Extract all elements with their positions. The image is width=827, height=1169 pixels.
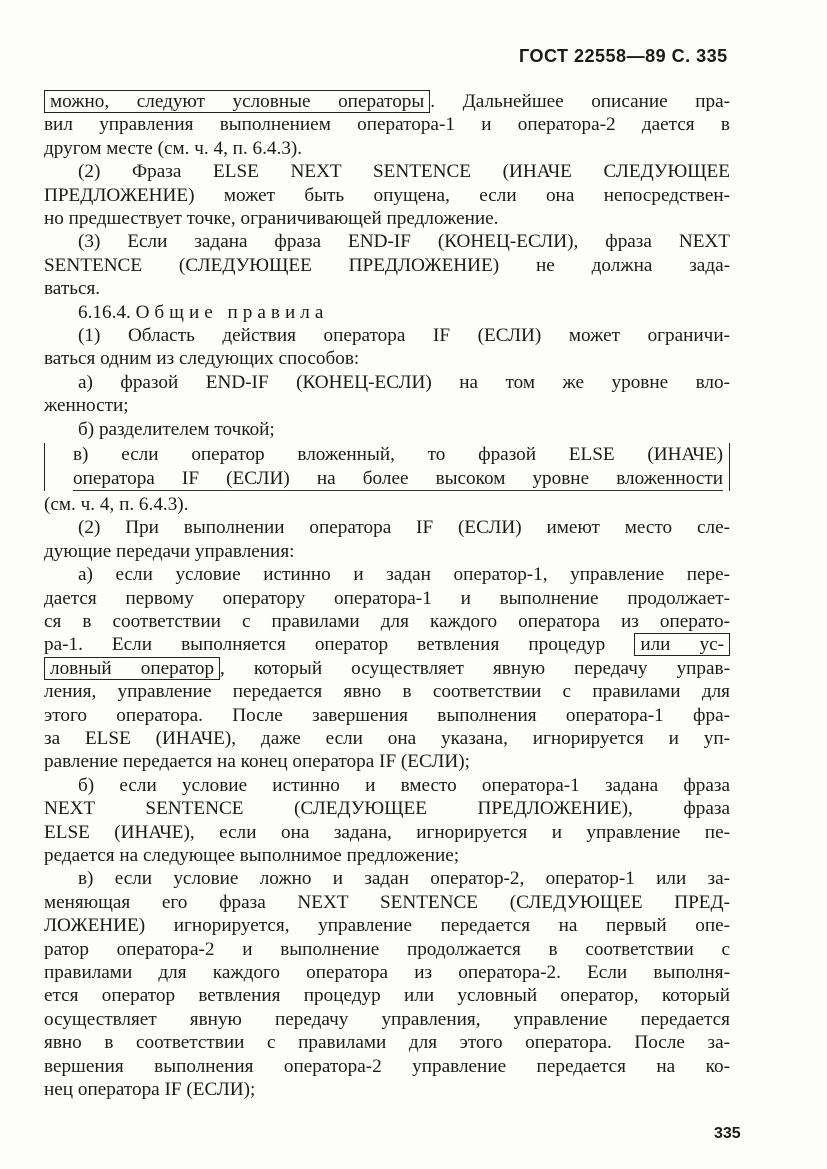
text-line: (3) Если задана фраза END-IF (КОНЕЦ-ЕСЛИ), фраза NEXT — [78, 231, 730, 253]
text-line: осуществляет явную передачу управления, управление передается — [44, 1008, 730, 1030]
text-line: женности; — [44, 395, 129, 417]
paragraph-item-a — [44, 563, 730, 774]
text-line: за ELSE (ИНАЧЕ), даже если она указана, игнорируется и уп- — [44, 727, 730, 749]
text-line — [44, 633, 730, 656]
page-header: ГОСТ 22558—89 С. 335 — [519, 46, 728, 66]
paragraph-end-if — [44, 230, 730, 300]
page-number: 335 — [714, 1125, 741, 1142]
paragraph-scope — [44, 324, 730, 441]
text-line: нец оператора IF (ЕСЛИ); — [44, 1079, 256, 1101]
text-line: другом месте (см. ч. 4, п. 6.4.3). — [44, 137, 303, 159]
boxed-text: ловный оператор — [44, 657, 220, 680]
text-line: (2) Фраза ELSE NEXT SENTENCE (ИНАЧЕ СЛЕДУЮЩЕЕ — [78, 161, 730, 183]
text-line: (см. ч. 4, п. 6.4.3). — [44, 493, 189, 515]
text-line: этого оператора. После завершения выполнения оператора-1 фра- — [44, 704, 730, 726]
boxed-text: можно, следуют условные операторы — [44, 90, 430, 113]
text-line: в) если оператор вложенный, то фразой ELSE (ИНАЧЕ) — [73, 444, 723, 466]
text-line: дается первому оператору оператора-1 и выполнение продолжает- — [44, 587, 730, 609]
text-line: NEXT SENTENCE (СЛЕДУЮЩЕЕ ПРЕДЛОЖЕНИЕ), фраза — [44, 798, 730, 820]
text-line: ЛОЖЕНИЕ) игнорируется, управление передается на первый опе- — [44, 915, 730, 937]
paragraph-item-b — [44, 774, 730, 868]
text-line: явно в соответствии с правилами для этого оператора. После за- — [44, 1032, 730, 1054]
text-line: б) если условие истинно и вместо оператора-1 задана фраза — [78, 774, 730, 796]
text-line: ELSE (ИНАЧЕ), если она задана, игнорируется и управление пе- — [44, 821, 730, 843]
text-line: оператора IF (ЕСЛИ) на более высоком уровне вложенности — [73, 467, 723, 491]
text-line: SENTENCE (СЛЕДУЮЩЕЕ ПРЕДЛОЖЕНИЕ) не должна зада- — [44, 254, 730, 276]
text-line: вершения выполнения оператора-2 управление передается на ко- — [44, 1055, 730, 1077]
text-line: а) фразой END-IF (КОНЕЦ-ЕСЛИ) на том же уровне вло- — [78, 371, 730, 393]
section-number: 6.16.4. — [78, 301, 131, 323]
text-line: ления, управление передается явно в соответствии с правилами для — [44, 681, 730, 703]
text-line: ется оператор ветвления процедур или условный оператор, который — [44, 985, 730, 1007]
text-line — [44, 657, 730, 680]
text-line: правилами для каждого оператора из оператора-2. Если выполня- — [44, 962, 730, 984]
paragraph-else-next-sentence — [44, 160, 730, 230]
text-line: ваться. — [44, 278, 101, 300]
text-segment: , который осуществляет явную передачу управ- — [220, 657, 730, 679]
paragraph-item-c — [44, 867, 730, 1101]
text-line: но предшествует точке, ограничивающей предложение. — [44, 208, 499, 230]
boxed-text: или ус- — [634, 633, 730, 656]
text-line: (2) При выполнении оператора IF (ЕСЛИ) имеют место сле- — [78, 517, 730, 539]
text-line: б) разделителем точкой; — [78, 418, 275, 440]
paragraph-reference — [44, 493, 730, 516]
text-line: ратор оператора-2 и выполнение продолжается в соответствии с — [44, 938, 730, 960]
text-line: ся в соответствии с правилами для каждого оператора из операто- — [44, 610, 730, 632]
text-line: редается на следующее выполнимое предложение; — [44, 845, 460, 866]
text-line: ваться одним из следующих способов: — [44, 348, 360, 370]
text-line: дующие передачи управления: — [44, 540, 295, 562]
text-line: а) если условие истинно и задан оператор-1, управление пере- — [78, 564, 730, 586]
bracketed-insertion — [44, 443, 730, 491]
text-line: вил управления выполнением оператора-1 и оператора-2 дается в — [44, 114, 730, 136]
section-title: Общие правила — [135, 301, 329, 323]
text-segment: ра-1. Если выполняется оператор ветвления процедур — [44, 634, 606, 656]
text-line — [44, 301, 730, 324]
section-heading — [44, 301, 730, 324]
text-line: ПРЕДЛОЖЕНИЕ) может быть опущена, если она непосредствен- — [44, 184, 730, 206]
text-line — [44, 90, 730, 113]
text-line: равление передается на конец оператора IF (ЕСЛИ); — [44, 751, 470, 773]
page-body — [44, 90, 730, 1101]
text-segment: . Дальнейшее описание пра- — [430, 91, 730, 112]
paragraph-continuation — [44, 90, 730, 160]
text-line: меняющая его фраза NEXT SENTENCE (СЛЕДУЮЩЕЕ ПРЕД- — [44, 891, 730, 913]
text-line: в) если условие ложно и задан оператор-2, оператор-1 или за- — [78, 868, 730, 890]
paragraph-control-transfer — [44, 516, 730, 563]
text-line: (1) Область действия оператора IF (ЕСЛИ) может ограничи- — [78, 325, 730, 347]
